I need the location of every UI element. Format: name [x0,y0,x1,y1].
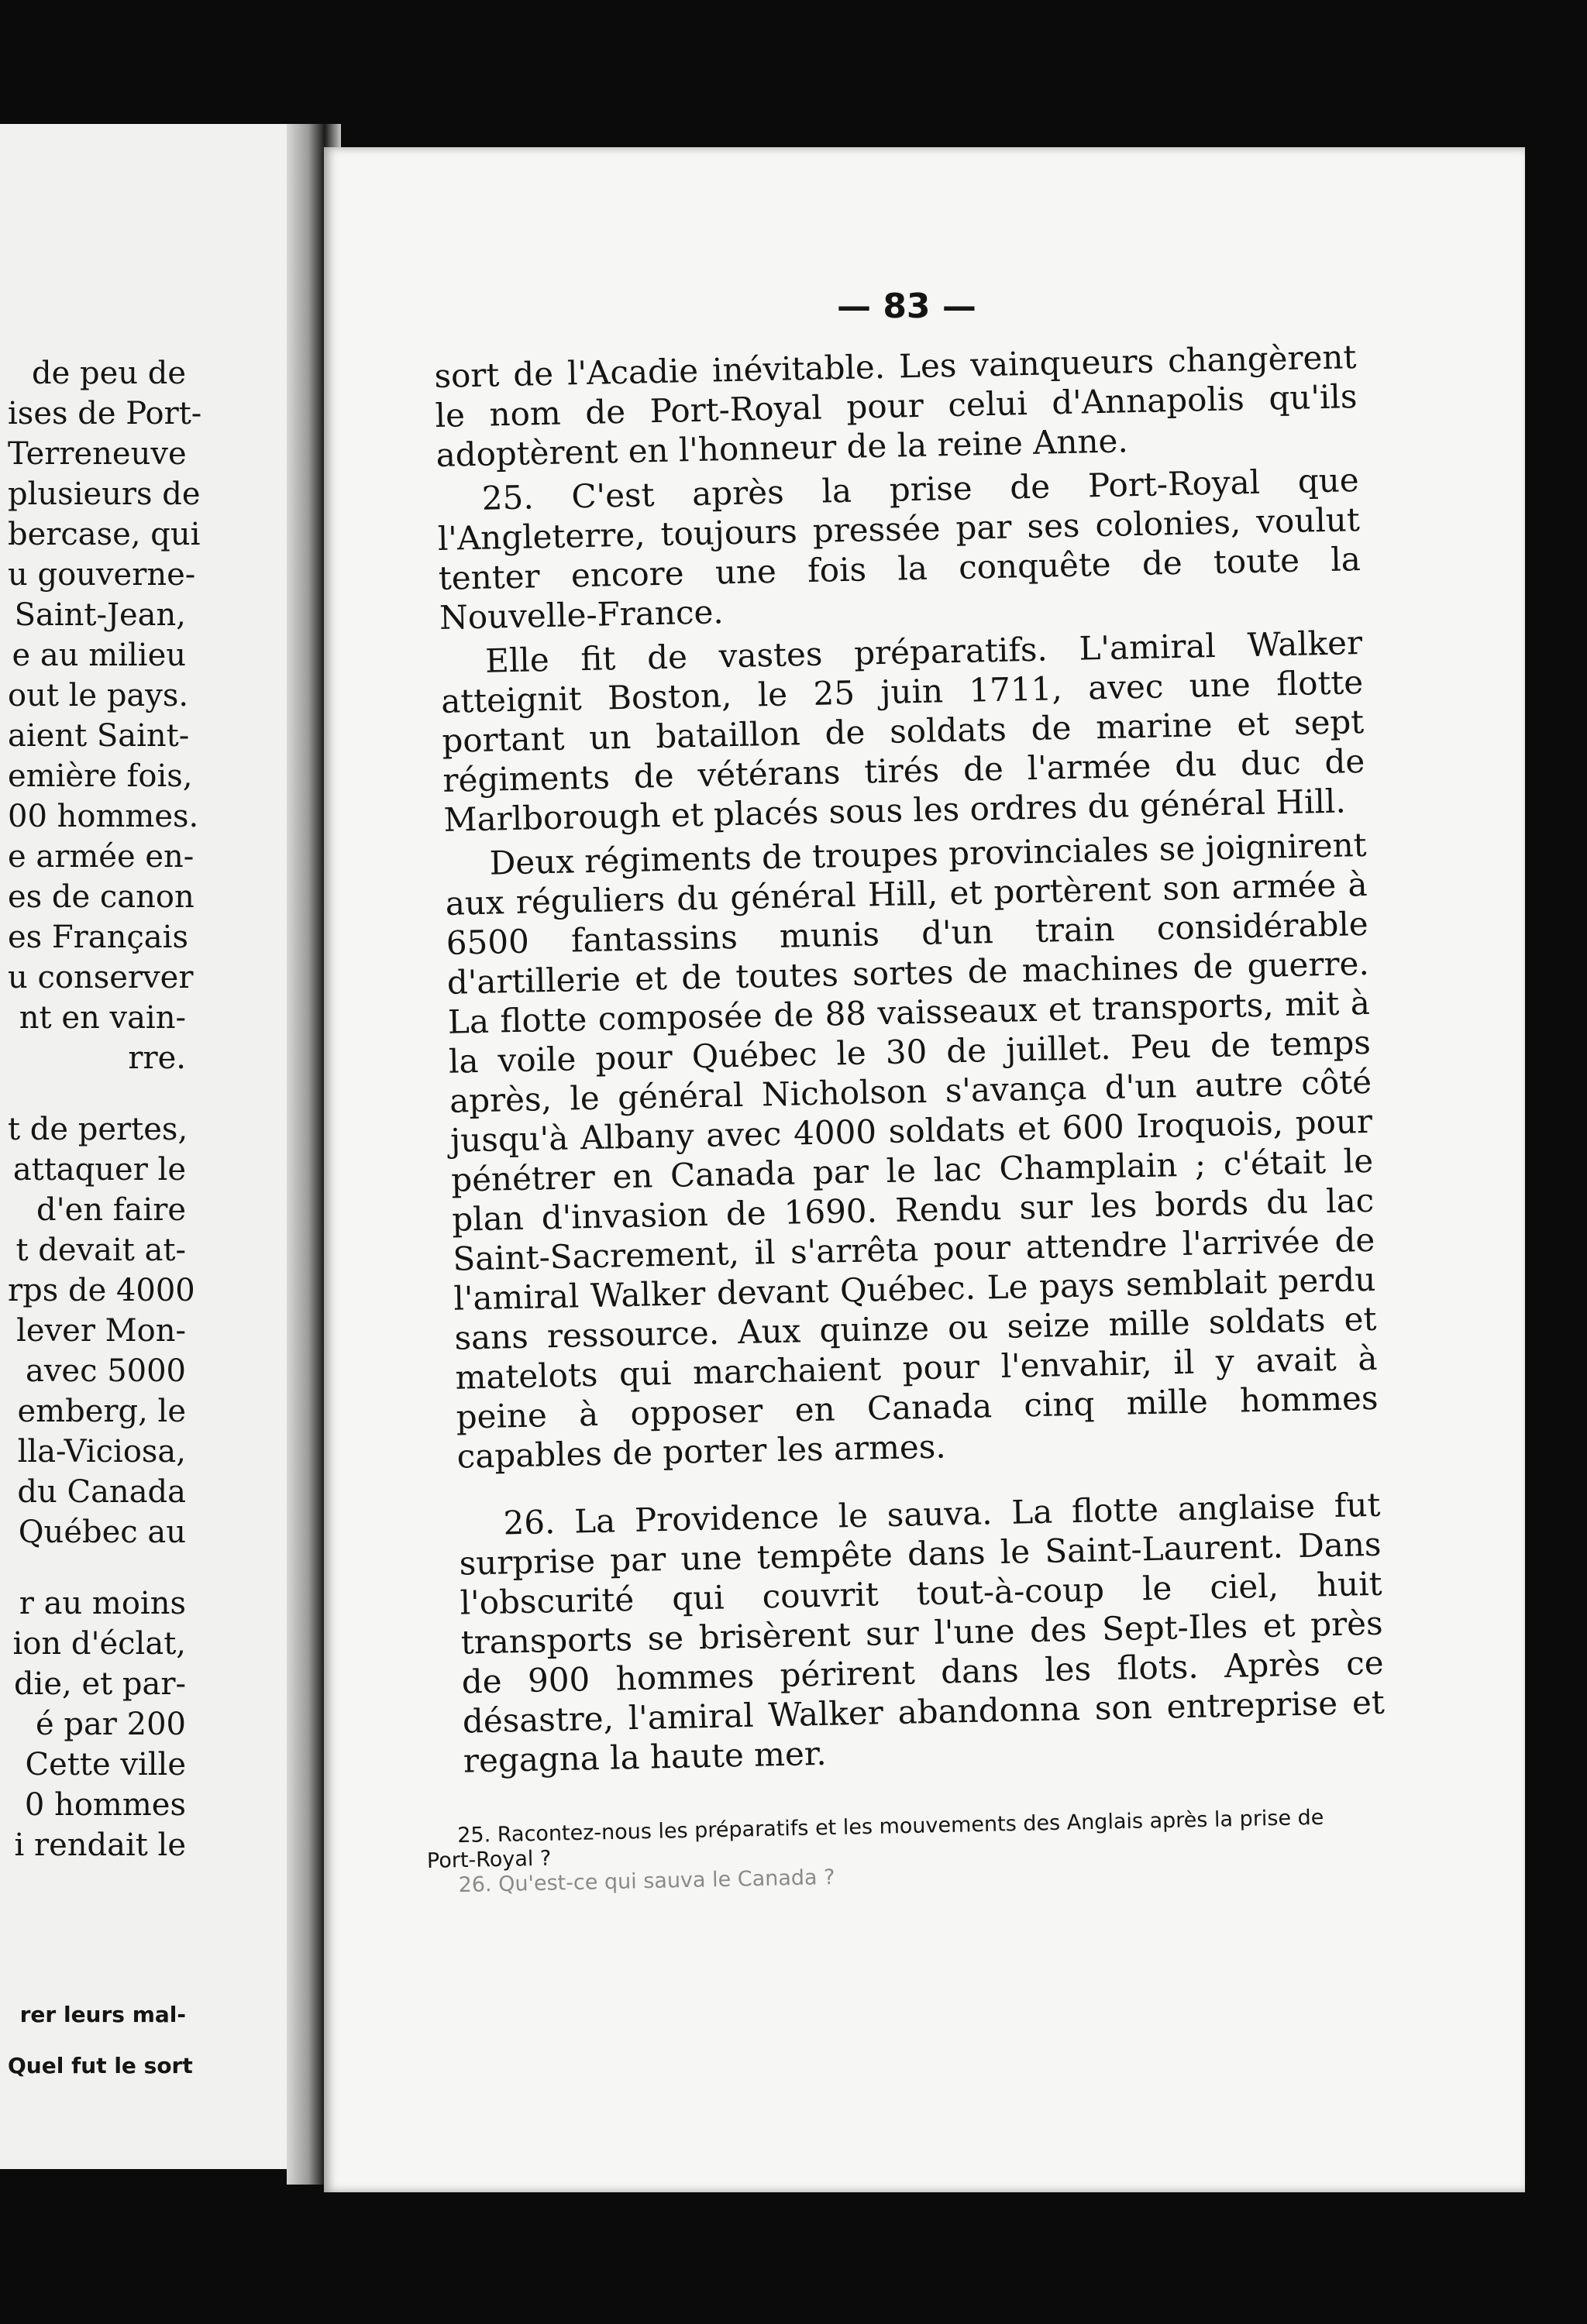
previous-page-line: t de pertes, [8,1112,188,1147]
previous-page-line: Saint-Jean, [14,597,186,633]
previous-page-line: de peu de [31,356,186,391]
previous-page-line: lever Mon- [16,1313,186,1349]
previous-page-line: attaquer le [12,1152,186,1188]
previous-page-line: Québec au [18,1514,186,1550]
previous-page-line: emière fois, [8,758,193,794]
previous-page-text [8,353,202,1865]
previous-page-line: nt en vain- [19,1000,186,1036]
paragraph: Deux régiments de troupes provinciales se joignirent aux réguliers du général Hill, et portèrent son armée à 6500 fantassins munis d'un train considérable d'artillerie et de toutes sortes de machines de guerre. La flotte composée de 88 vaisseaux et transports, mit à la voile pour Québec le 30 de juillet. Peu de temps après, le général Nicholson s'avança d'un autre côté jusqu'à Albany avec 4000 soldats et 600 Iroquois, pour pénétrer en Canada par le lac Champlain ; c'était le plan d'invasion de 1690. Rendu sur les bords du lac Saint-Sacrement, il s'arrêta pour attendre l'arrivée de l'amiral Walker devant Québec. Le pays semblait perdu sans ressource. Aux quinze ou seize mille soldats et matelots qui marchaient pour l'envahir, il y avait à peine à opposer en Canada cinq mille hommes capables de porter les armes. [445,825,1379,1476]
page-number: — 83 — [837,287,976,326]
previous-page-line: emberg, le [17,1394,186,1429]
previous-page-line: plusieurs de [8,476,201,512]
previous-page-line: rps de 4000 [8,1273,195,1308]
footnote-25: 25. Racontez-nous les préparatifs et les mouvements des Anglais après la prise de Port-Royal ? [426,1805,1324,1873]
previous-page-line: ion d'éclat, [12,1626,186,1662]
previous-page-line: avec 5000 [25,1353,186,1389]
previous-page-line: e au milieu [12,638,186,673]
previous-page-line: lla-Viciosa, [17,1434,186,1470]
previous-page-line: d'en faire [36,1192,186,1228]
previous-page-line: u conserver [8,960,194,995]
previous-page-line: 0 hommes [24,1787,186,1823]
paragraph-25: 25. C'est après la prise de Port-Royal que l'Angleterre, toujours pressée par ses colonies, voulut tenter encore une fois la conquête de toute la Nouvelle-France. [437,461,1362,637]
previous-page-gap [8,1078,186,1109]
footnote-26: 26. Qu'est-ce qui sauva le Canada ? [458,1865,835,1898]
previous-page-line: du Canada [17,1474,186,1510]
previous-page-footnote: Quel fut le sort [8,2053,193,2078]
previous-page-line: é par 200 [35,1707,186,1742]
previous-page-line: r au moins [19,1586,186,1621]
previous-page-line: e armée en- [8,839,195,875]
previous-page-line: t devait at- [15,1232,186,1268]
paragraph-26: 26. La Providence le sauva. La flotte anglaise fut surprise par une tempête dans le Saint-Laurent. Dans l'obscurité qui couvrit tout-à-coup le ciel, huit transports se brisèrent sur l'une des Sept-Iles et près de 900 hommes périrent dans les flots. Après ce désastre, l'amiral Walker abandonna son entreprise et regagna la haute mer. [459,1485,1386,1780]
previous-page-line: Cette ville [25,1747,186,1783]
previous-page-line: Terreneuve [8,436,187,472]
previous-page-line: bercase, qui [8,517,201,552]
previous-page-gap [8,1552,186,1583]
previous-page-line: 00 hommes. [8,799,199,834]
previous-page-line: i rendait le [14,1827,186,1863]
previous-page-line: es Français [8,920,188,955]
previous-page-line: rre. [128,1040,186,1076]
previous-page-line: u gouverne- [8,557,196,593]
previous-page-line: out le pays. [8,678,189,713]
previous-page-footnote: rer leurs mal- [19,2002,186,2027]
previous-page-line: die, et par- [13,1666,186,1702]
page-body [434,337,1386,1781]
paragraph: sort de l'Acadie inévitable. Les vainqueurs changèrent le nom de Port-Royal pour celui d'Annapolis qu'ils adoptèrent en l'honneur de la reine Anne. [434,338,1358,474]
paragraph: Elle fit de vastes préparatifs. L'amiral Walker atteignit Boston, le 25 juin 1711, avec une flotte portant un bataillon de soldats de marine et sept régiments de vétérans tirés de l'armée du duc de Marlborough et placés sous les ordres du général Hill. [440,623,1365,839]
previous-page-line: es de canon [8,879,195,915]
previous-page-line: ises de Port- [8,396,202,431]
previous-page [0,124,325,2169]
previous-page-footnotes [8,1989,193,2092]
previous-page-line: aient Saint- [8,718,190,754]
